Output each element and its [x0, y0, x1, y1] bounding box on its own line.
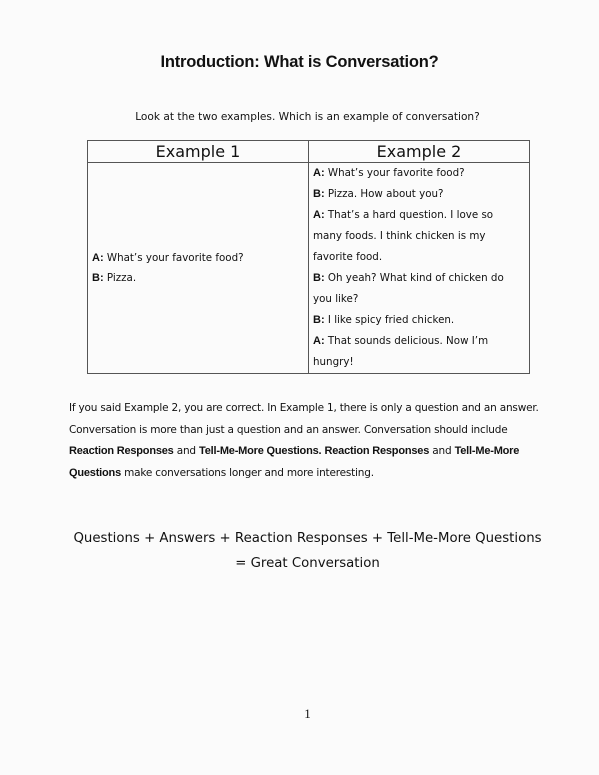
dialogue-line	[92, 268, 304, 288]
example-2-header: Example 2	[309, 141, 530, 163]
conversation-formula	[0, 526, 599, 576]
dialogue-line	[313, 205, 525, 268]
example-2-cell	[309, 163, 530, 374]
examples-table	[87, 140, 530, 374]
speaker-label: A:	[313, 335, 325, 347]
tell-me-more-questions-term: Tell-Me-More Questions	[69, 445, 520, 479]
paragraph-text: make conversations longer and more interesting.	[121, 466, 374, 479]
reaction-responses-term: Reaction Responses	[69, 445, 174, 457]
tell-me-more-questions-term: Tell-Me-More Questions.	[199, 445, 322, 457]
speaker-label: A:	[92, 252, 104, 264]
speaker-label: B:	[313, 272, 325, 284]
speaker-label: B:	[313, 188, 325, 200]
speaker-label: A:	[313, 209, 325, 221]
dialogue-line	[313, 268, 525, 310]
dialogue-text: What’s your favorite food?	[103, 252, 244, 264]
dialogue-text: Pizza. How about you?	[324, 188, 444, 200]
dialogue-text: I like spicy fried chicken.	[324, 314, 455, 326]
speaker-label: A:	[313, 167, 325, 179]
dialogue-line	[313, 163, 525, 184]
dialogue-text: That’s a hard question. I love so many foods. I think chicken is my favorite food.	[313, 209, 494, 263]
dialogue-text: Pizza.	[103, 272, 137, 284]
table-row	[88, 163, 530, 374]
example-1-header: Example 1	[88, 141, 309, 163]
speaker-label: B:	[313, 314, 325, 326]
explanation-paragraph	[69, 398, 539, 484]
dialogue-text: That sounds delicious. Now I’m hungry!	[313, 335, 489, 368]
dialogue-line	[313, 310, 525, 331]
example-1-cell	[88, 163, 309, 374]
paragraph-text: If you said Example 2, you are correct. In Example 1, there is only a question and an answer. Conversation is more than just a question and an answer. Conversation should include	[69, 402, 539, 436]
formula-line-1: Questions + Answers + Reaction Responses + Tell-Me-More Questions	[73, 531, 542, 546]
dialogue-line	[313, 184, 525, 205]
formula-line-2: = Great Conversation	[235, 556, 380, 571]
paragraph-text: and	[429, 445, 455, 457]
page-number: 1	[304, 706, 311, 721]
page-title: Introduction: What is Conversation?	[160, 53, 439, 71]
reaction-responses-term: Reaction Responses	[324, 445, 430, 457]
table-header-row	[88, 141, 530, 163]
dialogue-line	[92, 248, 304, 268]
dialogue-text: What’s your favorite food?	[324, 167, 465, 179]
dialogue-text: Oh yeah? What kind of chicken do you like?	[313, 272, 504, 305]
speaker-label: B:	[92, 272, 104, 284]
paragraph-text: and	[173, 445, 200, 457]
dialogue-line	[313, 331, 525, 373]
instruction-text: Look at the two examples. Which is an example of conversation?	[135, 111, 480, 123]
